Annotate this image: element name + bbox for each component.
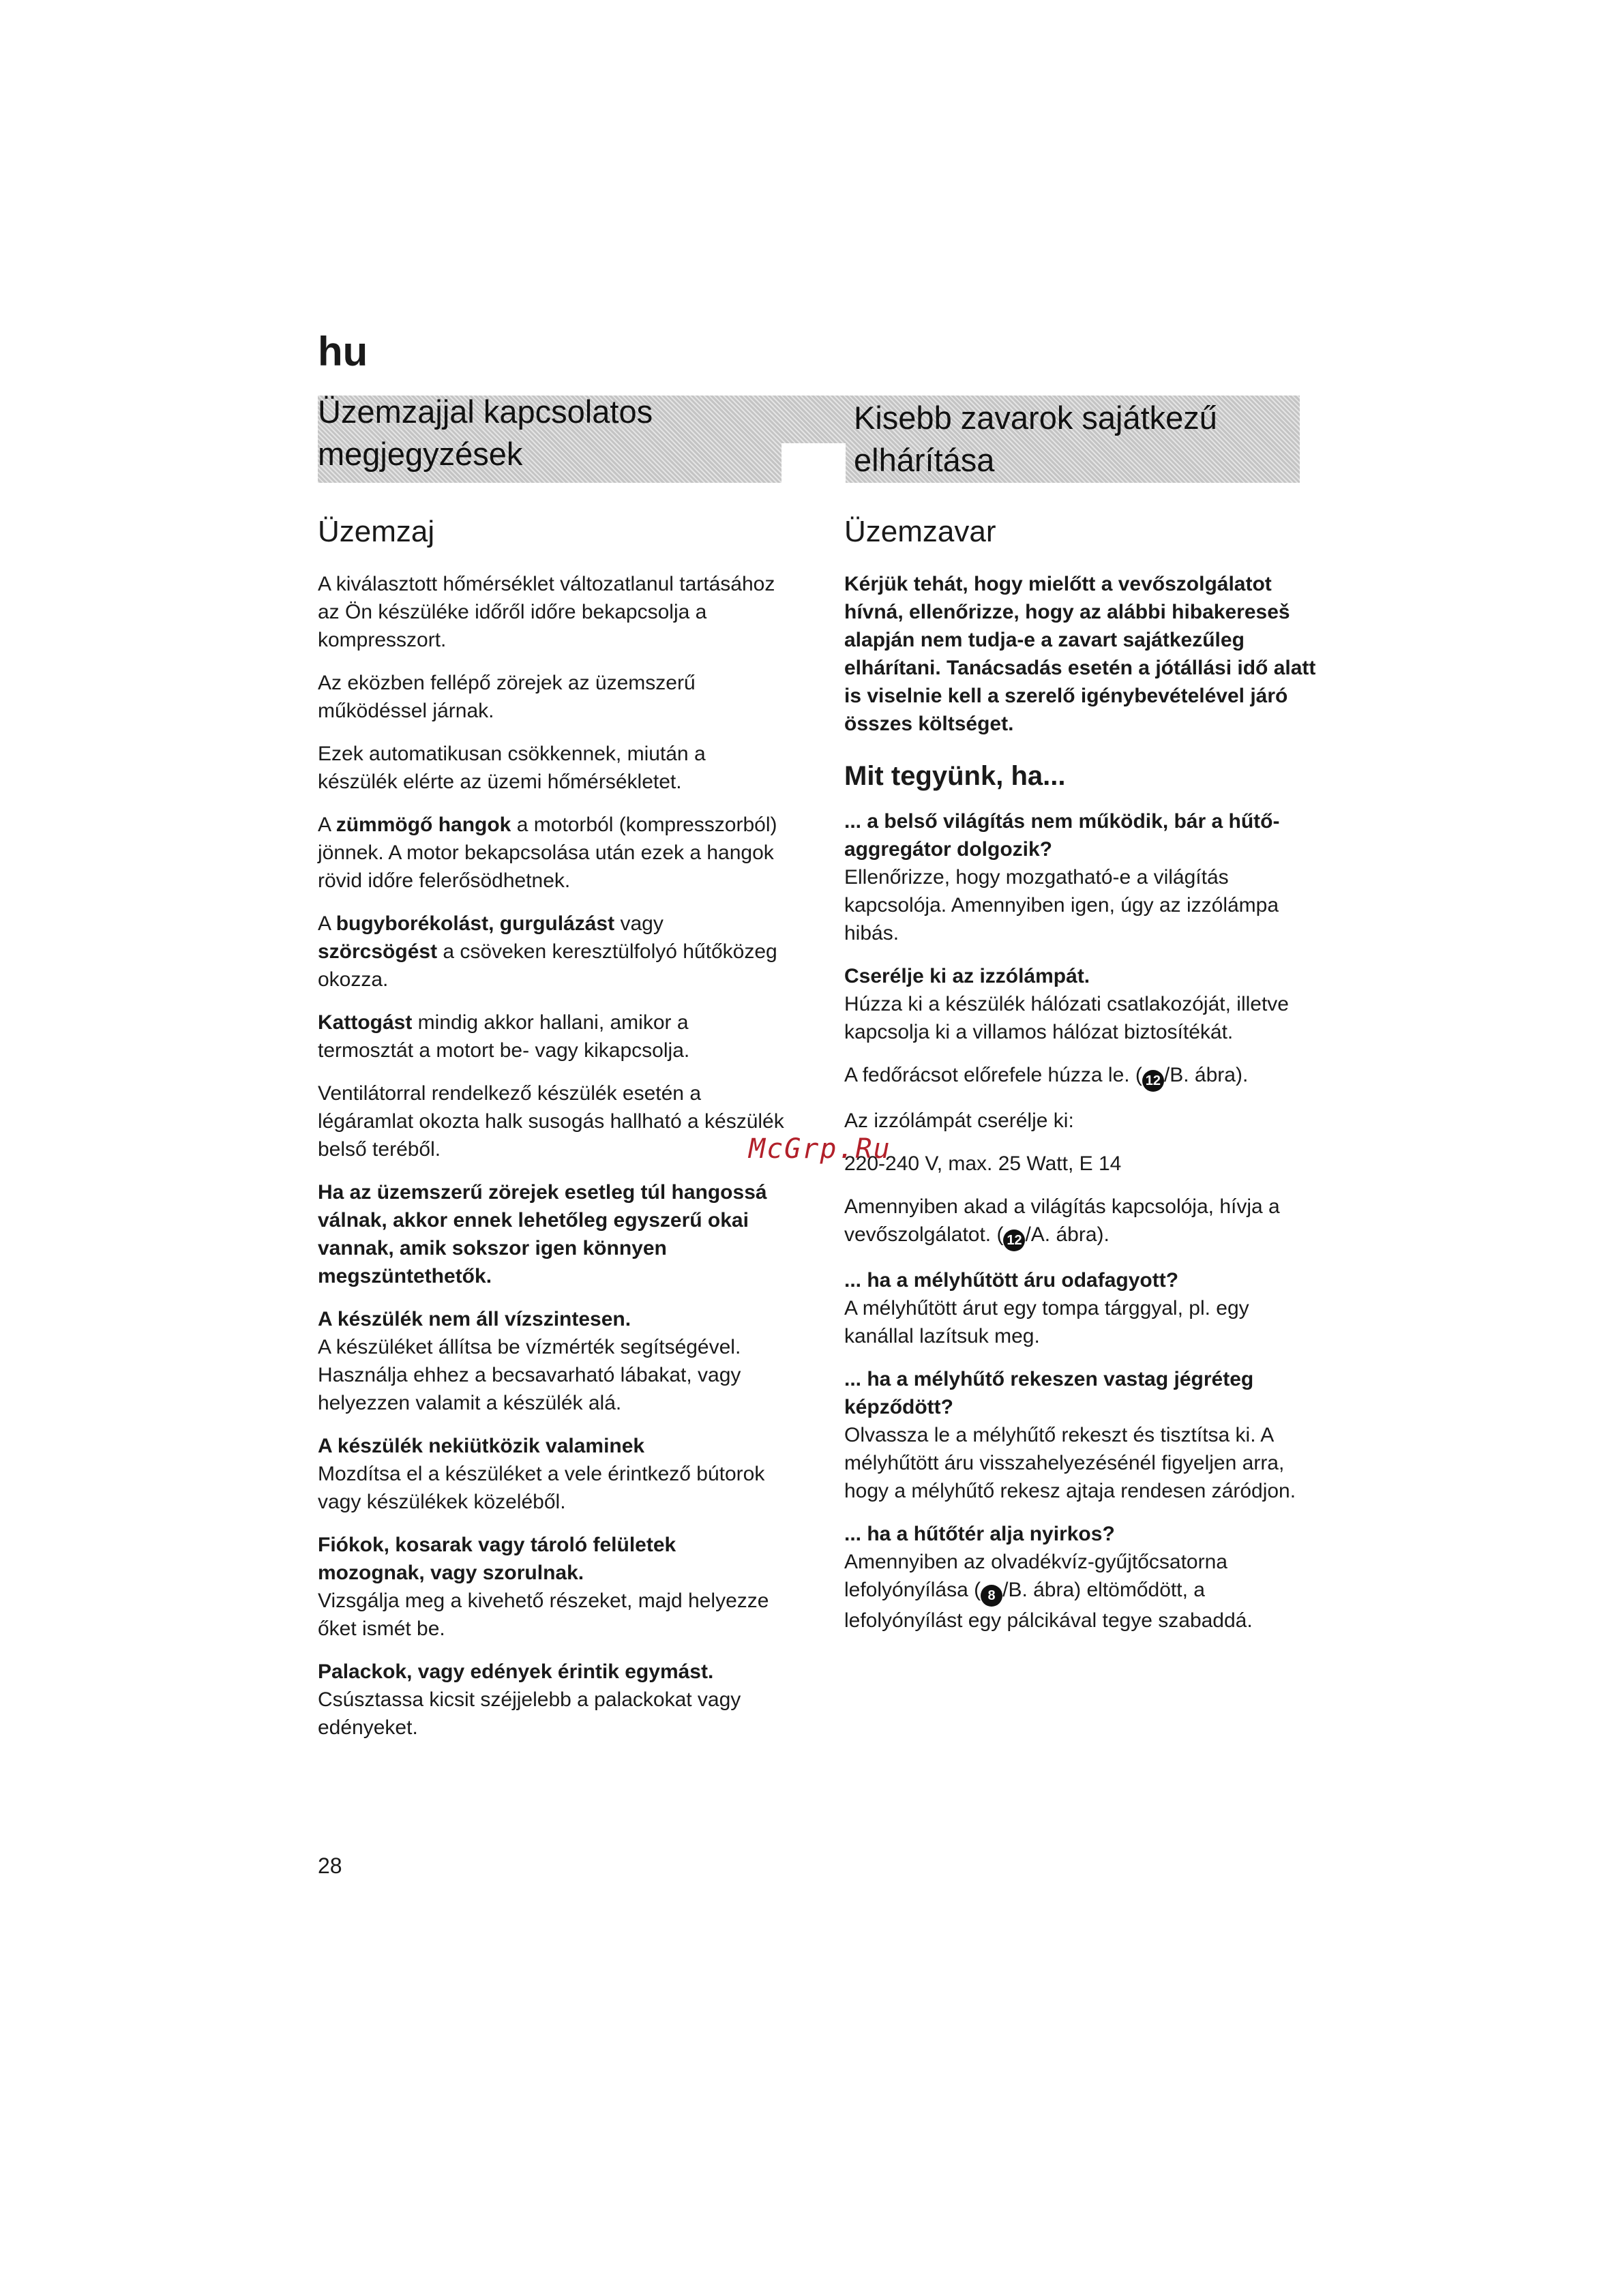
text-run: Amennyiben akad a világítás kapcsolója, hívja a vevőszolgálatot. ( — [844, 1195, 1280, 1246]
trouble-title: Cserélje ki az izzólámpát. — [844, 965, 1090, 987]
left-header-line2: megjegyzések — [318, 436, 523, 472]
trouble-item — [844, 962, 1322, 1046]
intro-paragraph: Kérjük tehát, hogy mielőtt a vevőszolgálatot hívná, ellenőrizze, hogy az alábbi hibakereseš alapján nem tudja-e a zavart sajátkezűleg elhárítani. Tanácsadás esetén a jótállási idő alatt is viselnie kell a szerelő igénybevételével járó összes költséget. — [844, 573, 1316, 735]
trouble-text: Ellenőrizze, hogy mozgatható-e a világítás kapcsolója. Amennyiben igen, úgy az izzólámpa hibás. — [844, 866, 1279, 944]
subtitle-mit-tegyunk: Mit tegyünk, ha... — [844, 761, 1066, 791]
trouble-item — [844, 1266, 1322, 1350]
watermark: McGrp.Ru — [749, 1133, 891, 1165]
paragraph: A kiválasztott hőmérséklet változatlanul tartásához az Ön készüléke időről időre bekapcsolja a kompresszort. — [318, 573, 775, 651]
trouble-text: A mélyhűtött árut egy tompa tárggyal, pl. egy kanállal lazítsuk meg. — [844, 1297, 1249, 1347]
header-gap — [781, 443, 846, 491]
paragraph — [318, 1009, 788, 1064]
figure-12-icon: 12 — [1003, 1229, 1025, 1251]
trouble-title: ... a belső világítás nem működik, bár a hűtő-aggregátor dolgozik? — [844, 810, 1280, 861]
trouble-item — [318, 1305, 788, 1417]
right-column — [844, 513, 1322, 1650]
page-number: 28 — [318, 1853, 342, 1878]
trouble-text: Csúsztassa kicsit széjjelebb a palackokat vagy edényeket. — [318, 1688, 741, 1739]
text-run: A — [318, 814, 336, 836]
section-title-uzemzavar: Üzemzavar — [844, 515, 996, 548]
paragraph — [318, 811, 788, 895]
text-run: vagy — [614, 912, 664, 935]
trouble-title: Fiókok, kosarak vagy tároló felületek mozognak, vagy szorulnak. — [318, 1534, 676, 1584]
trouble-text: A készüléket állítsa be vízmérték segítségével. Használja ehhez a becsavarható lábakat, vagy helyezzen valamit a készülék alá. — [318, 1336, 741, 1414]
text-run: A fedőrácsot előrefele húzza le. ( — [844, 1064, 1142, 1086]
trouble-title: A készülék nekiütközik valaminek — [318, 1435, 645, 1457]
trouble-item — [844, 1520, 1322, 1635]
left-header-line1: Üzemzajjal kapcsolatos — [318, 393, 653, 430]
text-run: /A. ábra). — [1025, 1223, 1110, 1246]
trouble-text: Húzza ki a készülék hálózati csatlakozóját, illetve kapcsolja ki a villamos hálózat biztosítékát. — [844, 993, 1289, 1043]
right-header-line2: elhárítása — [854, 442, 995, 478]
paragraph: Ezek automatikusan csökkennek, miután a készülék elérte az üzemi hőmérsékletet. — [318, 743, 706, 793]
bold-term: zümmögő hangok — [336, 814, 511, 836]
trouble-text: /B. ábra) eltömődött, a lefolyónyílást egy pálcikával tegye szabaddá. — [844, 1579, 1253, 1632]
paragraph: Az izzólámpát cserélje ki: — [844, 1109, 1074, 1132]
bold-term: szörcsögést — [318, 940, 438, 963]
trouble-item — [844, 807, 1322, 947]
trouble-item — [844, 1365, 1322, 1505]
trouble-text: Olvassza le a mélyhűtő rekeszt és tisztítsa ki. A mélyhűtött áru visszahelyezésénél figyeljen arra, hogy a mélyhűtő rekesz ajtaja rendesen záródjon. — [844, 1424, 1296, 1502]
trouble-text: Mozdítsa el a készüléket a vele érintkező bútorok vagy készülékek közeléből. — [318, 1463, 765, 1513]
right-header-title — [854, 397, 1311, 481]
paragraph: 220-240 V, max. 25 Watt, E 14 — [844, 1152, 1122, 1175]
text-run: a motorból (kompresszorból) jönnek. A motor bekapcsolása után ezek a hangok rövid időre felerősödhetnek. — [318, 814, 777, 892]
bold-paragraph: Ha az üzemszerű zörejek esetleg túl hangossá válnak, akkor ennek lehetőleg egyszerű okai vannak, amik sokszor igen könnyen megszüntethetők. — [318, 1181, 767, 1287]
left-header-title — [318, 391, 768, 475]
trouble-title: ... ha a mélyhűtött áru odafagyott? — [844, 1269, 1179, 1292]
paragraph: Az eközben fellépő zörejek az üzemszerű működéssel járnak. — [318, 672, 696, 722]
text-run: a csöveken keresztülfolyó hűtőközeg okozza. — [318, 940, 777, 991]
trouble-item — [318, 1531, 788, 1643]
trouble-text: Amennyiben az olvadékvíz-gyűjtőcsatorna lefolyónyílása ( — [844, 1551, 1227, 1601]
trouble-text: Vizsgálja meg a kivehető részeket, majd helyezze őket ismét be. — [318, 1590, 769, 1640]
language-code: hu — [318, 329, 368, 374]
trouble-item — [318, 1432, 788, 1516]
paragraph: Ventilátorral rendelkező készülék esetén a légáramlat okozta halk susogás hallható a készülék belső teréből. — [318, 1082, 784, 1161]
text-run: mindig akkor hallani, amikor a termosztát a motort be- vagy kikapcsolja. — [318, 1011, 690, 1062]
bold-term: Kattogást — [318, 1011, 413, 1034]
text-run: /B. ábra). — [1163, 1064, 1249, 1086]
figure-8-icon: 8 — [981, 1585, 1002, 1607]
text-run: A — [318, 912, 336, 935]
trouble-title: A készülék nem áll vízszintesen. — [318, 1308, 631, 1330]
paragraph — [318, 910, 788, 994]
trouble-title: ... ha a mélyhűtő rekeszen vastag jégréteg képződött? — [844, 1368, 1254, 1418]
paragraph — [844, 1193, 1322, 1251]
paragraph — [844, 1061, 1322, 1092]
left-column — [318, 513, 788, 1757]
trouble-title: ... ha a hűtőtér alja nyirkos? — [844, 1523, 1115, 1545]
trouble-item — [318, 1658, 788, 1742]
trouble-title: Palackok, vagy edények érintik egymást. — [318, 1660, 714, 1683]
bold-term: bugyborékolást, gurgulázást — [336, 912, 615, 935]
right-header-line1: Kisebb zavarok sajátkezű — [854, 400, 1217, 436]
section-title-uzemzaj: Üzemzaj — [318, 515, 435, 548]
figure-12-icon: 12 — [1142, 1070, 1164, 1092]
